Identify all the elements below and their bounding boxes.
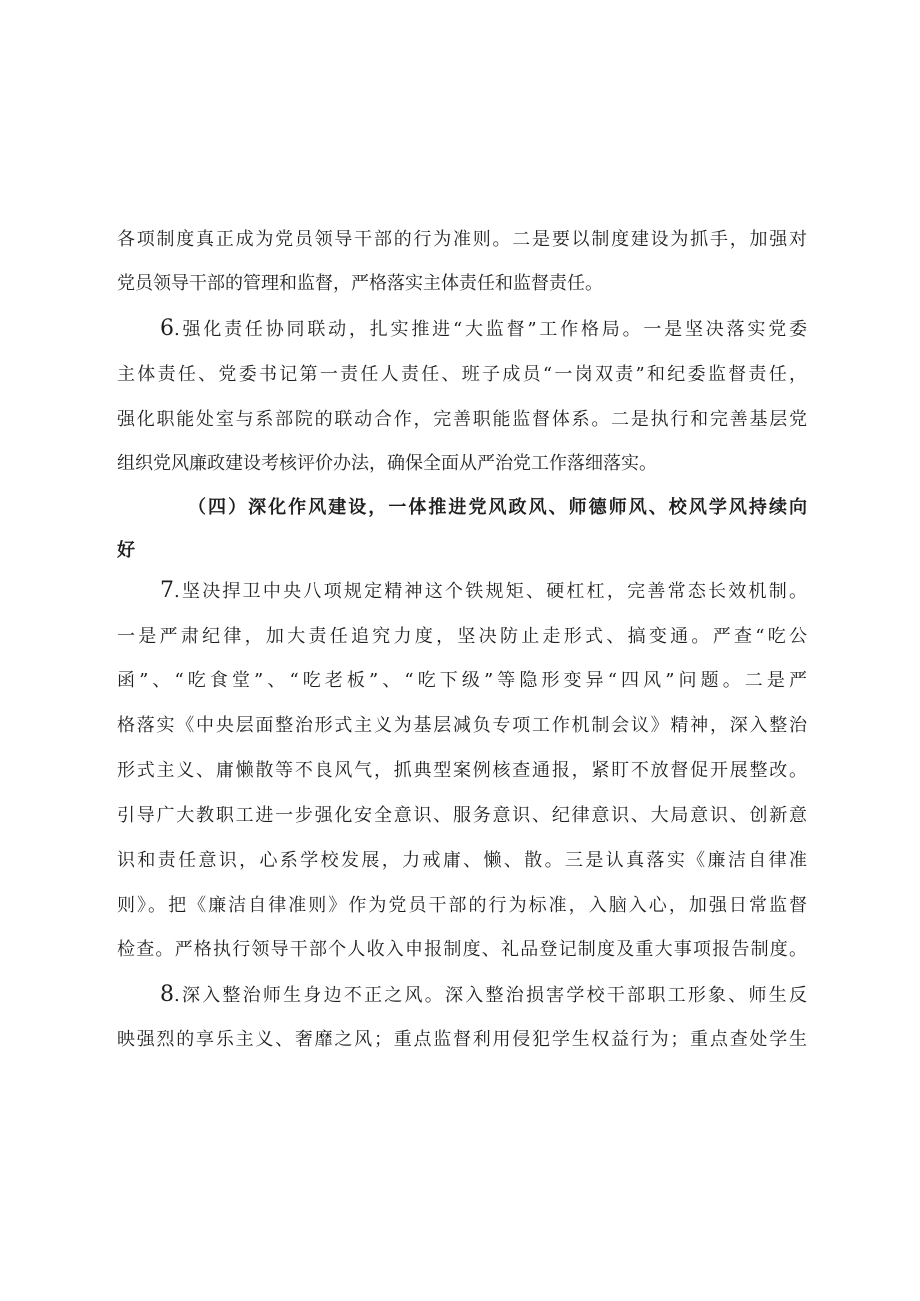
- para3-first-line-text: .坚决捍卫中央八项规定精神这个铁规矩、硬杠杠，完善常态长效机制。: [174, 581, 807, 602]
- para4-first-line: [160, 982, 807, 1008]
- item-number-6: 6: [160, 316, 174, 341]
- para3-line-7: 识和责任意识，心系学校发展，力戒庸、懒、散。三是认真落实《廉洁自律准: [117, 850, 807, 871]
- para1-line-1: 各项制度真正成为党员领导干部的行为准则。二是要以制度建设为抓手，加强对: [117, 229, 807, 250]
- para3-line-5: 形式主义、庸懒散等不良风气，抓典型案例核查通报，紧盯不放督促开展整改。: [117, 760, 807, 781]
- section-heading-line-1: （四）深化作风建设，一体推进党风政风、师德师风、校风学风持续向: [188, 497, 807, 518]
- para2-line-4: 组织党风廉政建设考核评价办法，确保全面从严治党工作落细落实。: [117, 453, 657, 474]
- para3-line-4: 格落实《中央层面整治形式主义为基层减负专项工作机制会议》精神，深入整治: [117, 715, 807, 736]
- para2-first-line-text: .强化责任协同联动，扎实推进“大监督”工作格局。一是坚决落实党委: [174, 319, 807, 340]
- para3-line-9: 检查。严格执行领导干部个人收入申报制度、礼品登记制度及重大事项报告制度。: [117, 939, 807, 960]
- para2-line-2: 主体责任、党委书记第一责任人责任、班子成员“一岗双责”和纪委监督责任，: [117, 364, 807, 385]
- para4-line-2: 映强烈的享乐主义、奢靡之风；重点监督利用侵犯学生权益行为；重点查处学生: [117, 1029, 807, 1050]
- item-number-8: 8: [160, 982, 174, 1007]
- para2-first-line: [160, 316, 807, 342]
- para3-first-line: [160, 578, 807, 604]
- para3-line-6: 引导广大教职工进一步强化安全意识、服务意识、纪律意识、大局意识、创新意: [117, 805, 807, 826]
- para3-line-2: 一是严肃纪律，加大责任追究力度，坚决防止走形式、搞变通。严查“吃公: [117, 626, 807, 647]
- para3-line-3: 函”、“吃食堂”、“吃老板”、“吃下级”等隐形变异“四风”问题。二是严: [117, 670, 807, 691]
- para1-line-2: 党员领导干部的管理和监督，严格落实主体责任和监督责任。: [117, 273, 603, 294]
- para4-first-line-text: .深入整治师生身边不正之风。深入整治损害学校干部职工形象、师生反: [174, 985, 807, 1006]
- section-heading-line-2: 好: [117, 540, 135, 561]
- item-number-7: 7: [160, 578, 174, 603]
- para3-line-8: 则》。把《廉洁自律准则》作为党员干部的行为标准，入脑入心，加强日常监督: [117, 895, 807, 916]
- para2-line-3: 强化职能处室与系部院的联动合作，完善职能监督体系。二是执行和完善基层党: [117, 409, 807, 430]
